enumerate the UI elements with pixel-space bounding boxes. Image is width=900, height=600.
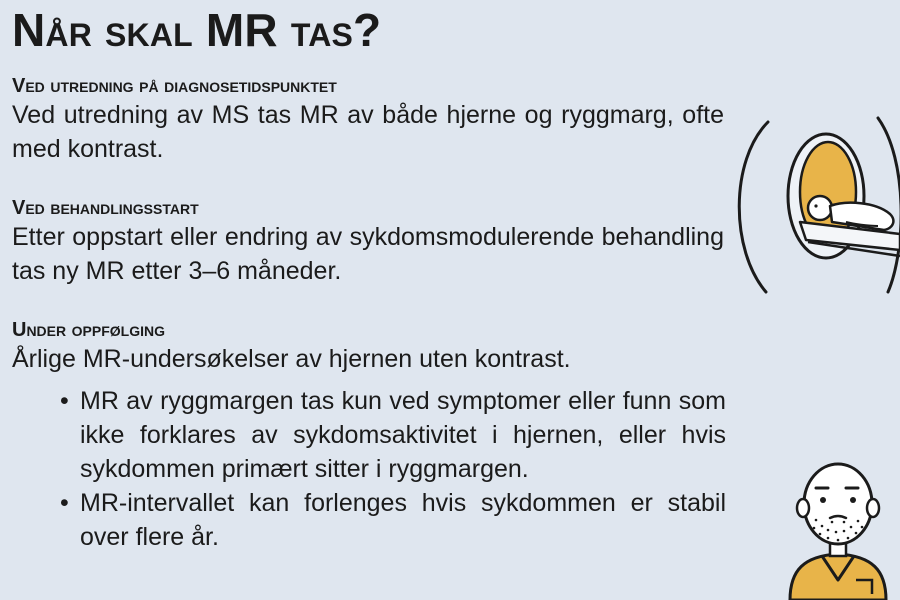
mri-scanner-icon [728,110,900,300]
section-heading-diagnosis: Ved utredning på diagnosetidspunktet [12,75,337,97]
section-follow-up [12,318,724,376]
section-text-diagnosis: Ved utredning av MS tas MR av både hjerne og ryggmarg, ofte med kontrast. [12,101,724,163]
list-item: • MR-intervallet kan forlenges hvis sykdommen er stabil over flere år. [58,486,726,554]
list-item: • MR av ryggmargen tas kun ved symptomer eller funn som ikke forklares av sykdomsaktivitet i hjernen, eller hvis sykdommen primært sitter i ryggmargen. [58,384,726,486]
section-treatment-start [12,196,724,288]
page-title: Når skal MR tas? [12,4,382,56]
section-diagnosis [12,74,724,166]
section-text-follow-up: Årlige MR-undersøkelser av hjernen uten kontrast. [12,345,571,373]
section-text-treatment-start: Etter oppstart eller endring av sykdomsmodulerende behandling tas ny MR etter 3–6 måneder. [12,223,724,285]
section-heading-follow-up: Under oppfølging [12,319,166,341]
follow-up-bullet-list [58,384,726,554]
bald-bearded-person-icon [776,458,900,600]
section-heading-treatment-start: Ved behandlingsstart [12,197,199,219]
